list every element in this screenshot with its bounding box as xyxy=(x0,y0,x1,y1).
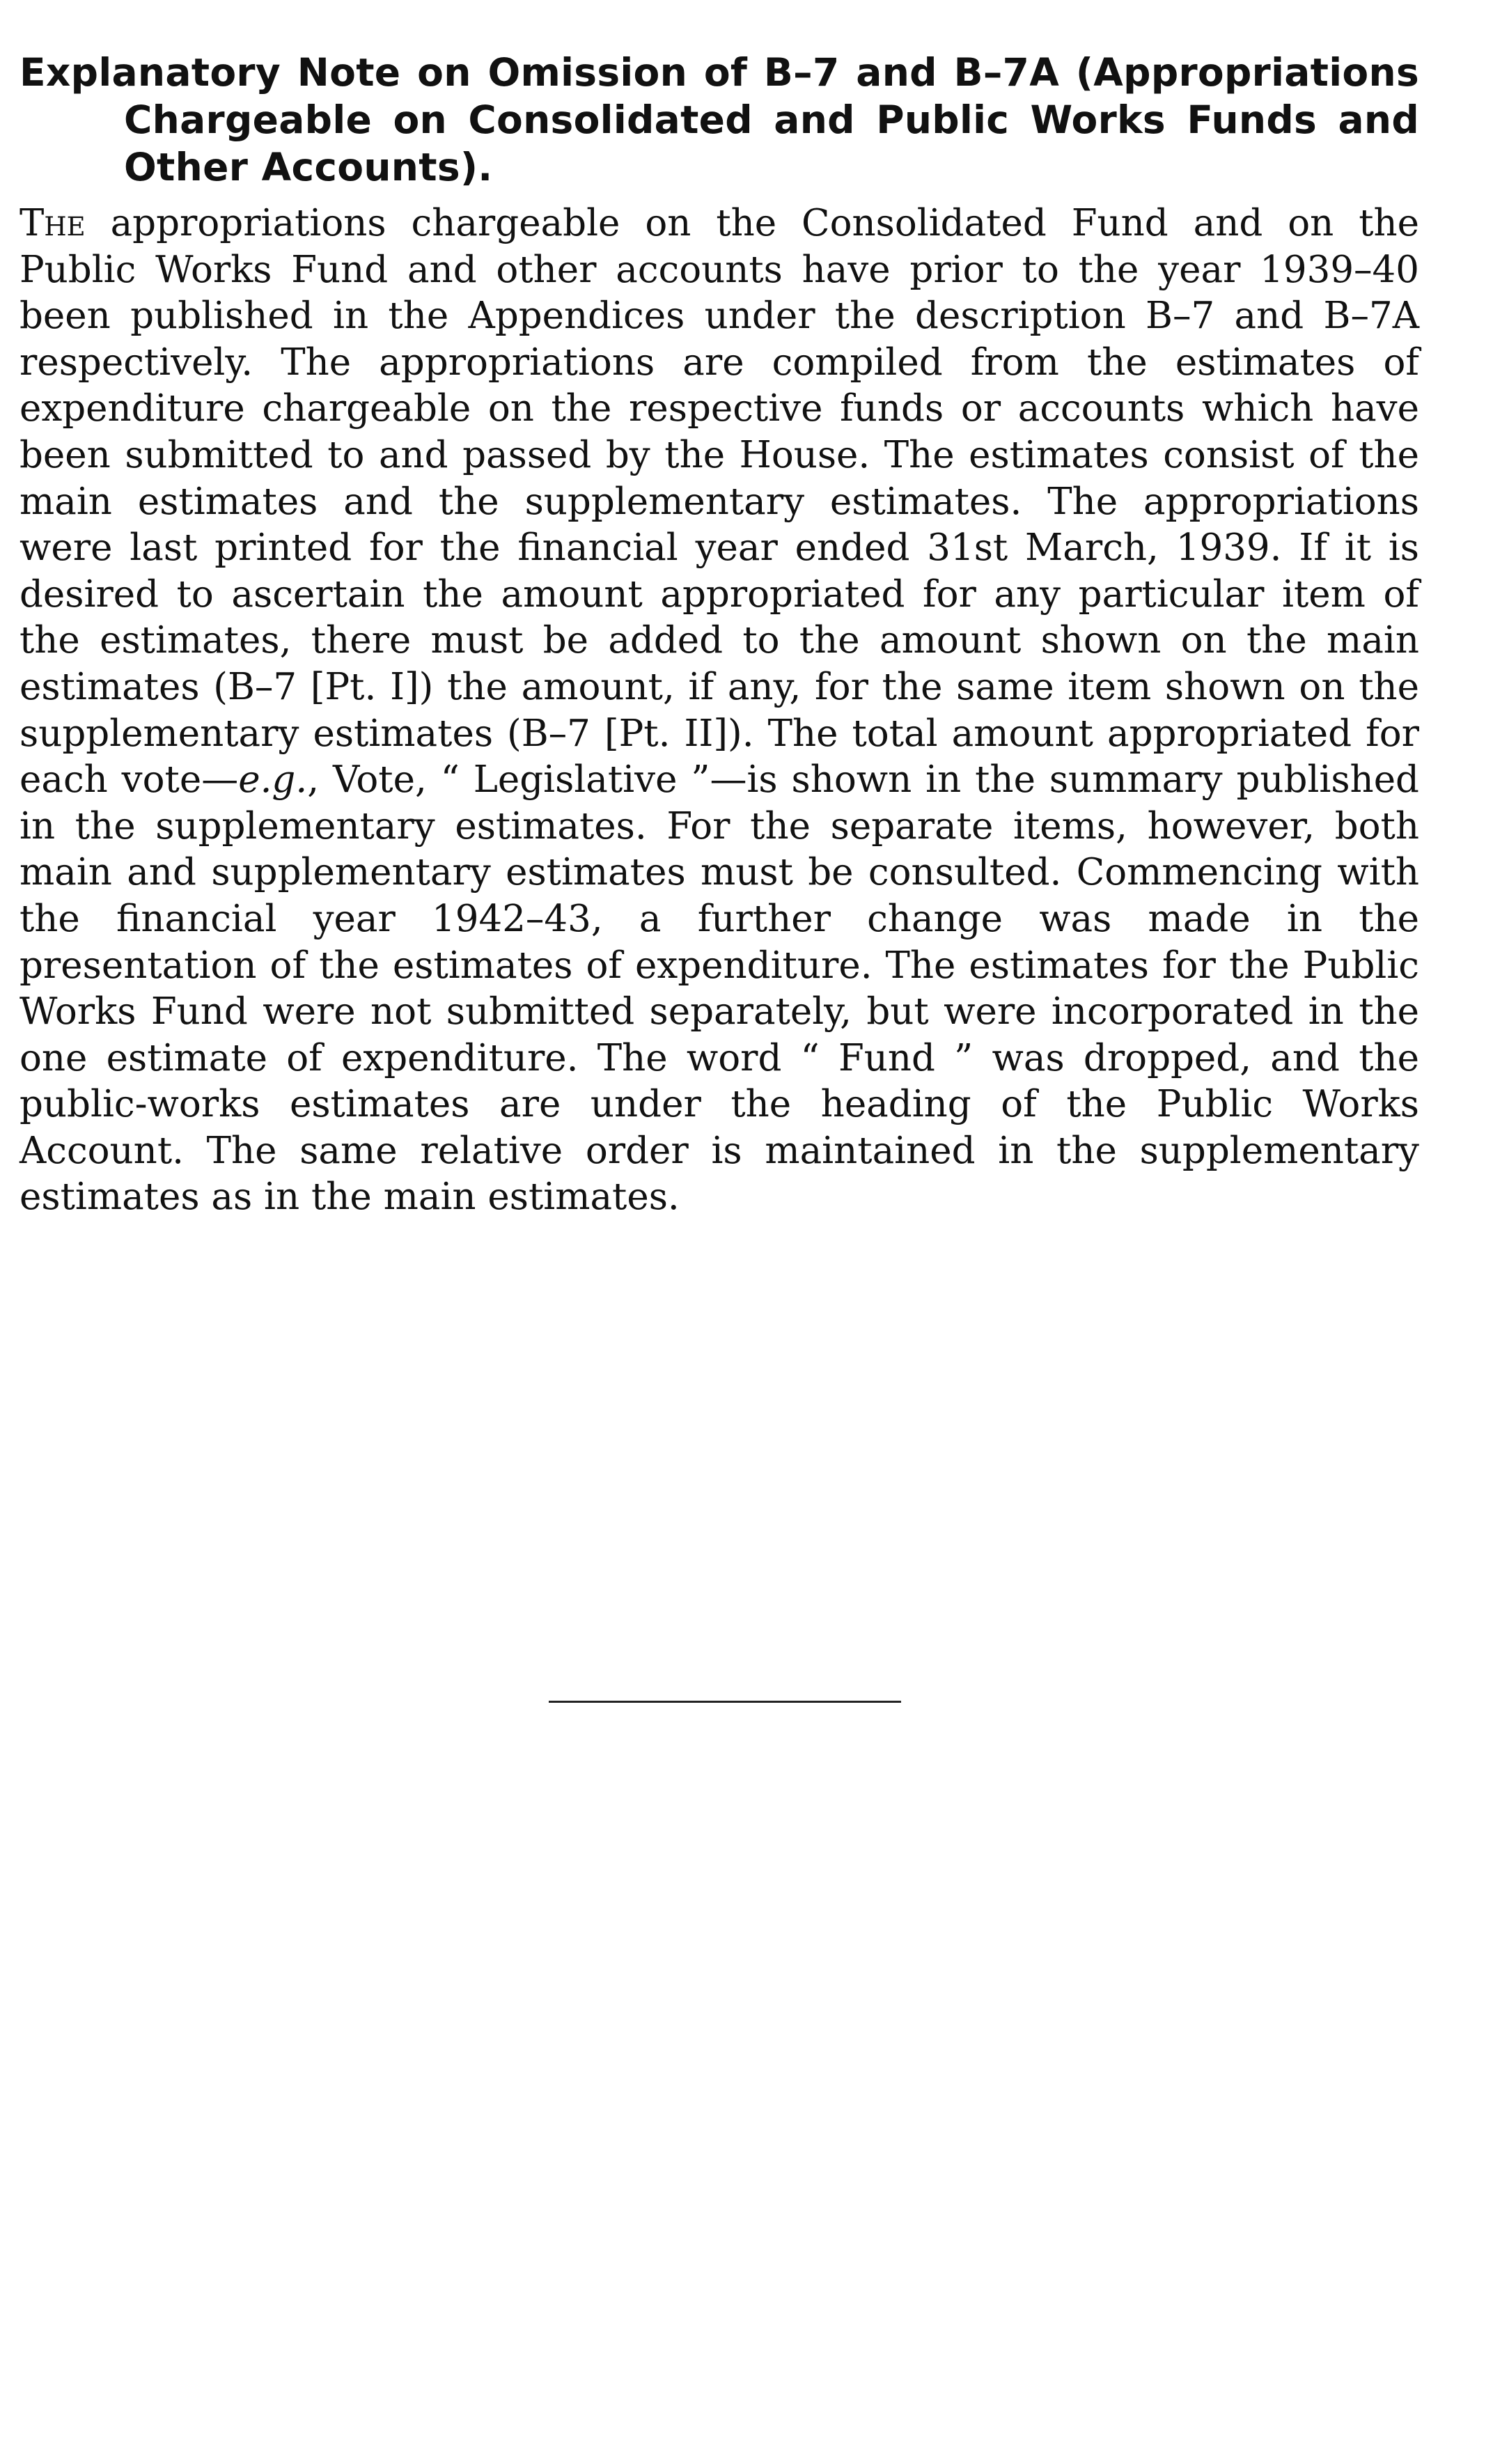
lead-word: The xyxy=(19,202,86,244)
body-text-eg: e.g. xyxy=(238,758,308,802)
explanatory-note-heading: Explanatory Note on Omission of B–7 and B–7A (Appropriations Chargeable on Consolidated and Public Works Funds and Other Accounts). xyxy=(19,50,1419,189)
body-text-part-2: , Vote, “ Legislative ”—is shown in the summary published in the supplementary estimates. For the separate items, however, both main and supplementary estimates must be consulted. Commencing with the financial year 1942–43, a further change was made in the presentation of the estimates of expenditure. The estimates for the Public Works Fund were not submitted separately, but were incorporated in the one estimate of expenditure. The word “ Fund ” was dropped, and the public-works estimates are under the heading of the Public Works Account. The same relative order is maintained in the supplementary estimates as in the main estimates. xyxy=(19,758,1419,1219)
explanatory-note-body xyxy=(19,201,1419,1221)
body-text-part-1: appropriations chargeable on the Consolidated Fund and on the Public Works Fund and other accounts have prior to the year 1939–40 been published in the Appendices under the description B–7 and B–7A respectively. The appropriations are compiled from the estimates of expenditure chargeable on the respective funds or accounts which have been submitted to and passed by the House. The estimates consist of the main estimates and the supplementary estimates. The appropriations were last printed for the financial year ended 31st March, 1939. If it is desired to ascertain the amount appropriated for any particular item of the estimates, there must be added to the amount shown on the main estimates (B–7 [Pt. I]) the amount, if any, for the same item shown on the supplementary estimates (B–7 [Pt. II]). The total amount appropriated for each vote— xyxy=(19,202,1419,802)
section-divider xyxy=(549,1701,901,1703)
document-page xyxy=(19,49,1419,1221)
